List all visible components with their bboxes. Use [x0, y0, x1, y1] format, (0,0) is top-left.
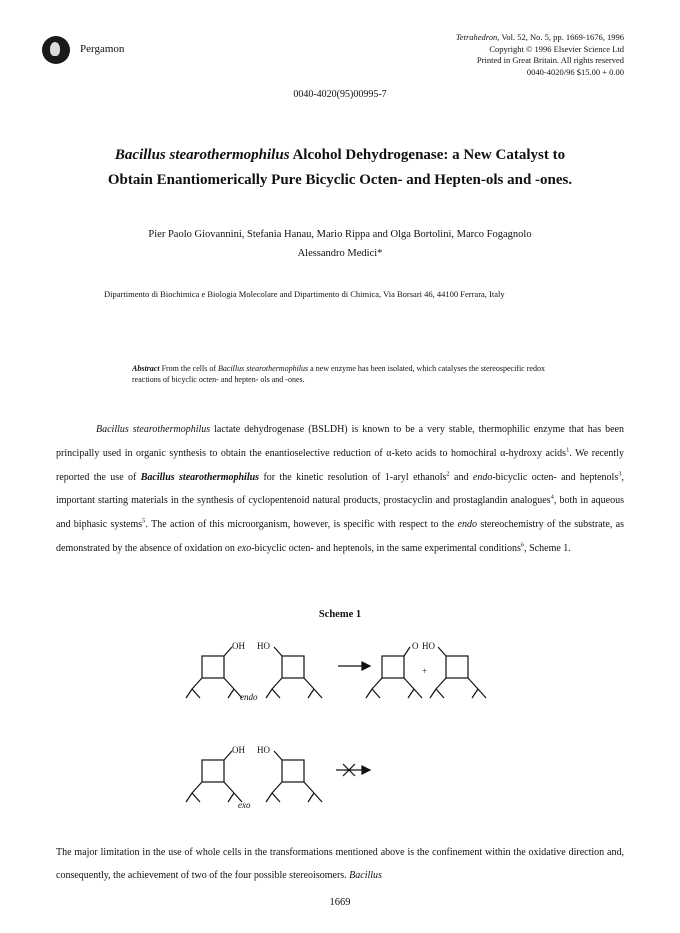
label-exo: exo: [238, 800, 251, 810]
title-organism: Bacillus stearothermophilus: [114, 147, 290, 163]
text-span: . We recently reported the use of: [56, 447, 624, 483]
reaction-arrow: [338, 662, 370, 670]
endo-ol-structure: [186, 641, 245, 698]
label-ho: HO: [257, 641, 270, 651]
authors-line-1: Pier Paolo Giovannini, Stefania Hanau, Mario Rippa and Olga Bortolini, Marco Fogagnolo: [148, 229, 532, 240]
text-span: -bicyclic octen- and heptenols, in the same experimental conditions: [251, 542, 521, 554]
ketone-structure: [366, 641, 422, 698]
ref-marker: 1: [566, 446, 570, 454]
text-span: The major limitation in the use of whole cells in the transformations mentioned above is the confinement within the oxidative direction and, consequently, the achievement of two of the four possible stereoisomers.: [56, 847, 624, 881]
exo-ol-structure: [186, 745, 245, 802]
label-oh: OH: [232, 745, 245, 755]
ref-marker: 5: [142, 517, 146, 525]
text-span: , important starting materials in the synthesis of cyclopentenoid natural products, prostacyclin and prostaglandin analogues: [56, 471, 624, 507]
journal-citation: [456, 32, 624, 44]
text-span: endo: [457, 519, 477, 531]
doi: 0040-4020(95)00995-7: [293, 89, 387, 100]
scheme-1-diagram: [150, 628, 530, 838]
title-line-1: [60, 143, 620, 168]
authors-line-2: Alessandro Medici*: [297, 248, 383, 259]
journal-name: Tetrahedron: [455, 32, 498, 42]
text-span: for the kinetic resolution of 1-aryl ethanols: [259, 471, 447, 483]
copyright-line: Copyright © 1996 Elsevier Science Ltd: [489, 43, 624, 54]
text-span: exo: [237, 542, 252, 554]
label-ho: HO: [422, 641, 435, 651]
authors: [60, 225, 620, 263]
text-span: Bacillus: [349, 870, 382, 881]
journal-info: [456, 32, 624, 78]
text-span: , Scheme 1.: [524, 542, 571, 554]
text-span: lactate dehydrogenase (BSLDH) is known to be a very stable, thermophilic enzyme that has been principally used in organic synthesis to obtain the enantioselective reduction of α-keto acids to homochiral α-hydroxy acids: [56, 424, 624, 459]
abstract-organism: Bacillus stearothermophilus: [218, 364, 309, 373]
volume-line: , Vol. 52, No. 5, pp. 1669-1676, 1996: [497, 32, 624, 42]
page-number: 1669: [329, 897, 351, 908]
endo-ol-enantiomer-structure: [257, 641, 322, 698]
body-paragraph-1: [56, 418, 624, 561]
text-span: Bacillus stearothermophilus: [140, 471, 260, 483]
abstract-text: a new enzyme has been isolated, which catalyses the stereospecific redox reactions of bicyclic octen- and hepten- ols and -ones.: [132, 364, 545, 384]
text-span: . The action of this microorganism, however, is specific with respect to the: [145, 519, 458, 531]
text-span: and: [449, 471, 473, 483]
scheme-label: Scheme 1: [318, 609, 362, 620]
text-span: stereochemistry of the substrate, as demonstrated by the absence of oxidation on: [56, 519, 625, 554]
label-oh: OH: [232, 641, 245, 651]
label-ho: HO: [257, 745, 270, 755]
label-o: O: [412, 641, 419, 651]
no-reaction-arrow: [336, 764, 370, 776]
publisher-name: Pergamon: [80, 43, 125, 55]
text-span: -bicyclic octen- and heptenols: [492, 471, 619, 483]
label-endo: endo: [240, 692, 258, 702]
text-span: , both in aqueous and biphasic systems: [56, 495, 625, 531]
printed-line: Printed in Great Britain. All rights reserved: [476, 55, 624, 65]
title-line-1-rest: Alcohol Dehydrogenase: a New Catalyst to: [289, 147, 566, 163]
abstract-text: From the cells of: [159, 364, 218, 373]
abstract-label: Abstract: [132, 364, 160, 373]
affiliation: Dipartimento di Biochimica e Biologia Molecolare and Dipartimento di Chimica, Via Borsari 46, 44100 Ferrara, Italy: [104, 289, 505, 299]
unreacted-alcohol-structure: [422, 641, 486, 698]
ref-marker: 2: [446, 470, 450, 478]
abstract: [132, 363, 552, 385]
issn-price: 0040-4020/96 $15.00 + 0.00: [526, 66, 624, 77]
ref-marker: 3: [618, 470, 622, 478]
plus-sign: +: [422, 666, 428, 676]
pergamon-logo: [42, 36, 70, 64]
ref-marker: 6: [520, 541, 525, 549]
body-paragraph-2: [56, 841, 624, 887]
exo-ol-enantiomer-structure: [257, 745, 322, 802]
title-line-2: Obtain Enantiomerically Pure Bicyclic Octen- and Hepten-ols and -ones.: [107, 172, 573, 188]
text-span: Bacillus stearothermophilus: [96, 424, 211, 435]
paper-title: [60, 143, 620, 193]
ref-marker: 4: [550, 494, 554, 502]
text-span: endo: [472, 471, 493, 483]
